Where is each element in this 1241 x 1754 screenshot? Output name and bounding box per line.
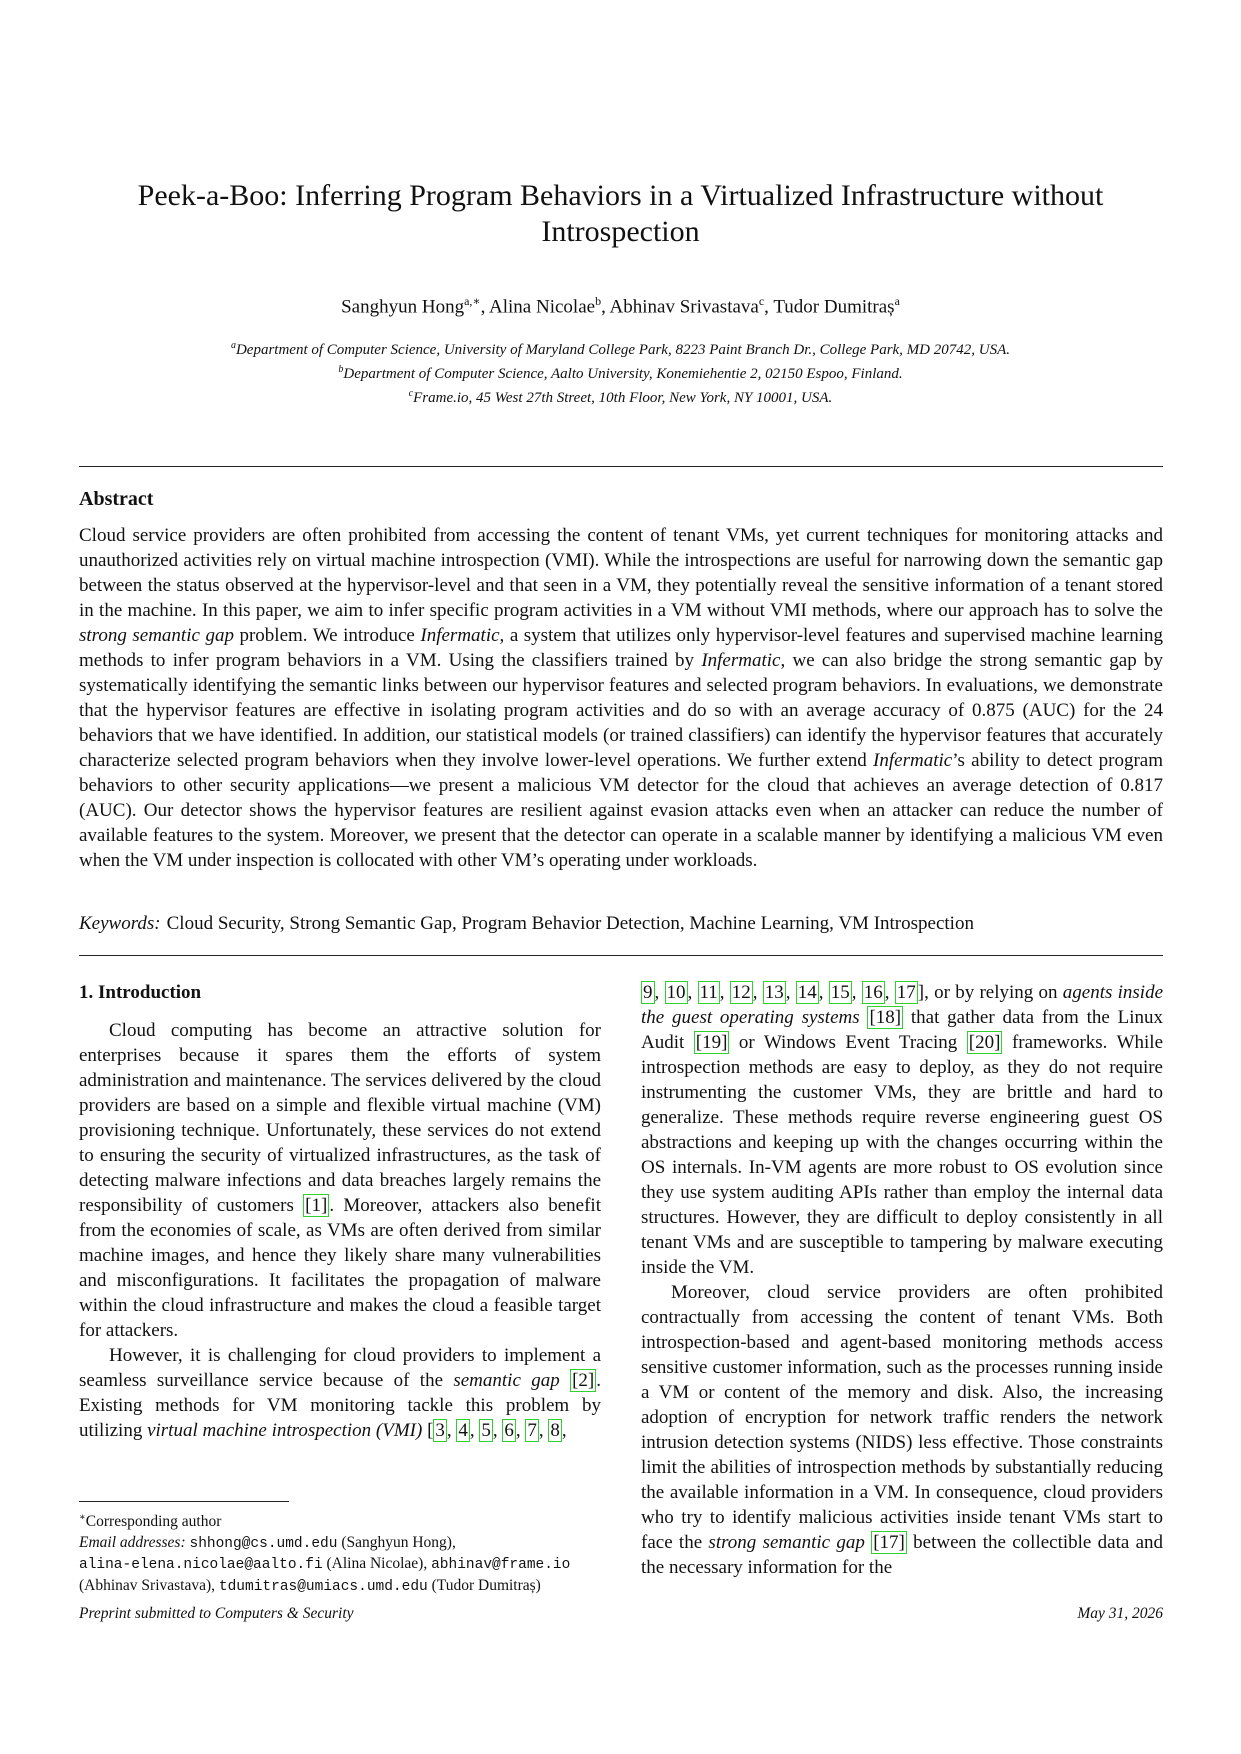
text-run: , [515,1420,526,1441]
citation-link[interactable]: 13 [764,982,784,1003]
author-list: Sanghyun Hong$^{a,∗}$, Alina Nicolae$^b$, Abhinav Srivastava$^c$, Tudor Dumitraș$^a$ [341,294,900,318]
email-link[interactable]: shhong@cs.umd.edu [189,1535,338,1552]
text-run: , [538,1420,549,1441]
citation-link[interactable]: 14 [797,982,817,1003]
text-run: . Existing methods for VM monitoring tackle this problem by utilizing [79,1370,601,1441]
text-run: . Moreover, attackers also benefit from the economies of scale, as VMs are often derived from similar machine images, and hence they likely share many vulnerabilities and misconfigurations. It facilitates the propagation of malware within the cloud infrastructure and makes the cloud a feasible target for attackers. [79,1195,601,1341]
text-run: problem. We introduce [233,625,421,646]
text-run: frameworks. While introspection methods are easy to deploy, as they do not require instrumenting the customer VMs, they are brittle and hard to generalize. These methods require reverse engineering guest OS abstractions and keeping up with the changes occurring within the OS internals. In-VM agents are more robust to OS evolution since they use system auditing APIs rather than employ the internal data structures. However, they are difficult to deploy consistently in all tenant VMs and are susceptible to tampering by malware executing inside the VM. [641,1032,1163,1278]
author-affil-mark: b [595,294,602,308]
text-run: , [884,982,895,1003]
text-run: [ [422,1420,434,1441]
citation-link[interactable]: [20] [968,1032,1001,1053]
text-run: , [719,982,730,1003]
text-run: , [785,982,796,1003]
citation-link[interactable]: 3 [435,1420,445,1441]
email-link[interactable]: tdumitras@umiacs.umd.edu [218,1578,428,1595]
horizontal-rule [79,466,1163,467]
emphasis: virtual machine introspection (VMI) [147,1420,423,1441]
citation-link[interactable]: 4 [458,1420,468,1441]
text-run: , [561,1420,567,1441]
citation-link[interactable]: [18] [869,1007,902,1028]
text-run: , we can also bridge the strong semantic gap by systematically identifying the semantic links between our hypervisor features and selected program behaviors. In evaluations, we demonstrate that the hypervisor features are effective in isolating program activities and do so with an average accuracy of 0.875 (AUC) for the 24 behaviors that we have identified. In addition, our statistical models (or trained classifiers) can identify the hypervisor features that accurately characterize selected program behaviors when they involve lower-level operations. We further extend [79,650,1163,771]
paper-title: Peek-a-Boo: Inferring Program Behaviors in a Virtualized Infrastructure without Introspection [137,179,1104,248]
affiliation: $^a$Department of Computer Science, University of Maryland College Park, 8223 Paint Branch Dr., College Park, MD 20742, USA. [230,340,1011,358]
text-run: Moreover, cloud service providers are often prohibited contractually from accessing the content of tenant VMs. Both introspection-based and agent-based monitoring methods access sensitive customer information, such as the processes running inside a VM or content of the memory and disk. Also, the increasing adoption of encryption for network traffic renders the network intrusion detection systems (NIDS) less effective. Those constraints limit the abilities of introspection methods by substantially reducing the available information in a VM. In consequence, cloud providers who try to identify malicious activities inside tenant VMs start to face the [641,1282,1163,1553]
text-run: , [687,982,698,1003]
paragraph [79,1018,601,1343]
keywords-label: Keywords: [79,913,161,934]
text-run: However, it is challenging for cloud providers to implement a seamless surveillance service because of the [79,1345,601,1391]
text-run: that gather data from the Linux Audit [641,1007,1163,1053]
text-run: , [752,982,763,1003]
citation-link[interactable]: 16 [863,982,883,1003]
author-name: Sanghyun Hong [341,296,465,318]
emphasis: semantic gap [453,1370,560,1391]
text-run [560,1370,570,1391]
paragraph [641,1280,1163,1580]
email-link[interactable]: abhinav@frame.io [431,1557,571,1574]
text-run: , [654,982,665,1003]
citation-link[interactable]: [17] [873,1532,905,1553]
citation-link[interactable]: 8 [550,1420,560,1441]
text-run: , [818,982,829,1003]
citation-link[interactable]: 15 [830,982,850,1003]
emphasis: Infermatic [420,625,500,646]
author-affil-mark: a,∗ [464,294,481,308]
paragraph [79,1343,601,1443]
text-run: , [851,982,862,1003]
footnote-mark: ∗ [79,1512,86,1523]
text-run: Cloud service providers are often prohibited from accessing the content of tenant VMs, yet current techniques for monitoring attacks and unauthorized activities rely on virtual machine introspection (VMI). While the introspections are useful for narrowing down the semantic gap between the status observed at the hypervisor-level and that seen in a VM, they potentially reveal the sensitive information of a tenant stored in the machine. In this paper, we aim to infer specific program activities in a VM without VMI methods, where our approach has to solve the [79,525,1163,621]
author-name: Alina Nicolae [489,296,596,318]
citation-link[interactable]: [1] [305,1195,328,1216]
text-run: , a system that utilizes only hypervisor-level features and supervised machine learning methods to infer program behaviors in a VM. Using the classifiers trained by [79,625,1163,671]
emphasis: Infermatic [873,750,953,771]
abstract-heading: Abstract [79,488,154,510]
affiliation: $^b$Department of Computer Science, Aalto University, Konemiehentie 2, 02150 Espoo, Finland. [338,364,903,382]
emphasis: Infermatic [701,650,781,671]
citation-link[interactable]: 6 [504,1420,514,1441]
author-affil-mark: a [894,294,900,308]
right-column [641,980,1163,1580]
citation-link[interactable]: 17 [896,982,916,1003]
text-run: ’s ability to detect program behaviors to other security applications—we present a malicious VM detector for the cloud that achieves an average detection of 0.817 (AUC). Our detector shows the hypervisor features are resilient against evasion attacks even when an attacker can reduce the number of available features to the system. Moreover, we present that the detector can operate in a scalable manner by identifying a malicious VM even when the VM under inspection is collocated with other VM’s operating under workloads. [79,750,1163,871]
preprint-date: May 31, 2026 [1077,1605,1163,1622]
citation-link[interactable]: 5 [481,1420,491,1441]
text-run: , [492,1420,503,1441]
preprint-note: Preprint submitted to Computers & Security [79,1605,354,1622]
footnote: ∗Corresponding author Email addresses: shhong@cs.umd.edu (Sanghyun Hong), alina-elena.nicolae@aalto.fi (Alina Nicolae), abhinav@frame.io (Abhinav Srivastava), tdumitras@umiacs.umd.edu (Tudor Dumitraș) [79,1512,571,1595]
text-run: , [469,1420,480,1441]
affiliation: $^c$Frame.io, 45 West 27th Street, 10th Floor, New York, NY 10001, USA. [408,388,833,406]
citation-link[interactable]: [19] [695,1032,728,1053]
email-link[interactable]: alina-elena.nicolae@aalto.fi [79,1557,323,1574]
author-name: Tudor Dumitraș [773,296,895,318]
text-run: Cloud computing has become an attractive solution for enterprises because it spares them the efforts of system administration and maintenance. The services delivered by the cloud providers are based on a simple and flexible virtual machine (VM) provisioning technique. Unfortunately, these services do not extend to ensuring the security of virtualized infrastructures, as the task of detecting malware infections and data breaches largely remains the responsibility of customers [79,1020,601,1216]
affiliation-list [110,336,1131,408]
citation-link[interactable]: 10 [666,982,686,1003]
citation-link[interactable]: [2] [572,1370,595,1391]
horizontal-rule [79,955,1163,956]
keywords [79,911,1163,936]
citation-link[interactable]: 7 [527,1420,537,1441]
citation-link[interactable]: 11 [699,982,718,1003]
email-label: Email addresses: [79,1533,186,1551]
corresponding-author: Corresponding author [85,1513,222,1531]
citation-link[interactable]: 12 [731,982,751,1003]
text-run: ], or by relying on [917,982,1063,1003]
emphasis: strong semantic gap [708,1532,865,1553]
keywords-text: Cloud Security, Strong Semantic Gap, Program Behavior Detection, Machine Learning, VM Introspection [166,913,974,934]
text-run: or Windows Event Tracing [729,1032,967,1053]
abstract-body [79,523,1163,873]
section-heading: 1. Introduction [79,982,202,1003]
text-run: between the collectible data and the necessary information for the [641,1532,1164,1578]
emphasis: agents inside the guest operating systems [641,982,1164,1028]
author-name: Abhinav Srivastava [609,296,759,318]
author-affil-mark: c [758,294,765,308]
emphasis: strong semantic gap [79,625,234,646]
text-run: , [446,1420,457,1441]
left-column [79,980,601,1443]
paragraph [641,980,1163,1280]
footnote-rule [79,1501,289,1502]
citation-link[interactable]: 9 [643,982,653,1003]
